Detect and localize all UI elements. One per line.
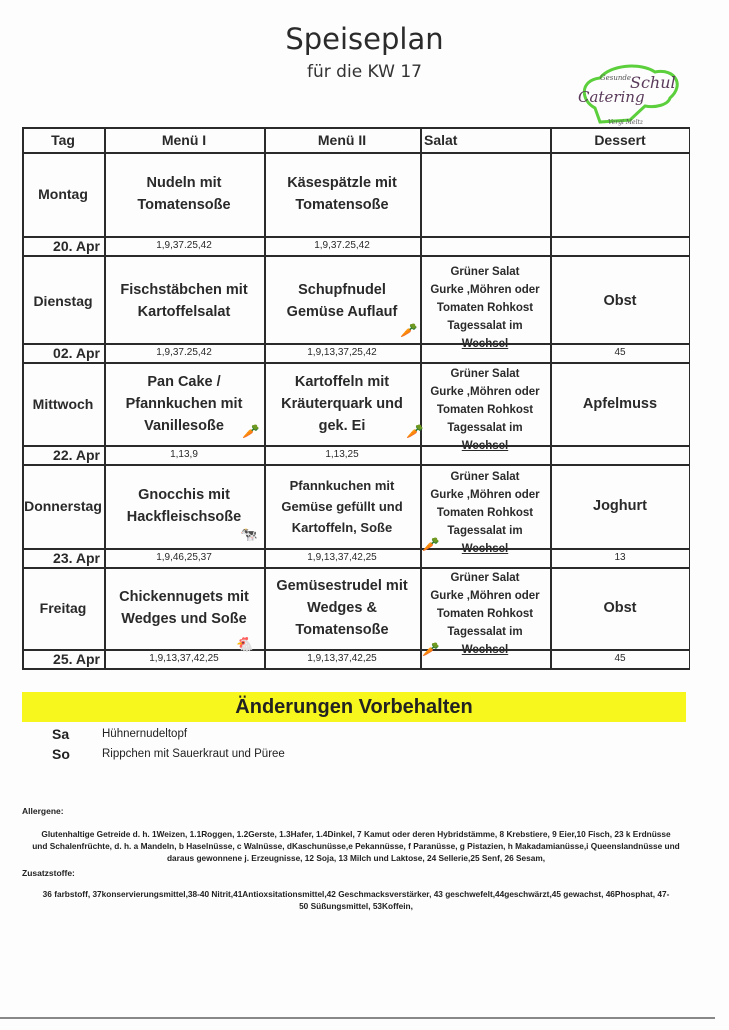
day-date: 22. Apr: [53, 446, 100, 463]
radish-icon: 🥕: [400, 322, 418, 338]
row-divider: [22, 668, 690, 670]
day-date: 20. Apr: [53, 237, 100, 254]
dessert-allergen-codes: 45: [614, 347, 626, 358]
column-divider: [420, 127, 422, 668]
column-divider: [22, 127, 24, 668]
salad-line: Grüner Salat: [450, 471, 520, 483]
menu1-dish: Gnocchis mit Hackfleischsoße: [126, 487, 242, 525]
menu1-dish: Nudeln mit Tomatensoße: [137, 175, 231, 213]
column-header: Menü II: [317, 131, 367, 148]
dessert: Obst: [603, 600, 637, 616]
menu1-allergen-codes: 1,9,13,37,42,25: [149, 653, 219, 664]
day-date: 02. Apr: [53, 344, 100, 361]
column-header: Menü I: [161, 131, 207, 148]
allergen-heading: Allergene:: [22, 806, 64, 816]
menu2-allergen-codes: 1,9,37.25,42: [314, 240, 370, 251]
salad-line: Grüner Salat: [450, 266, 520, 278]
column-divider: [264, 127, 266, 668]
day-name: Donnerstag: [24, 498, 102, 514]
day-date: 23. Apr: [53, 549, 100, 566]
logo-bottom-text: Vergi Meltz: [608, 119, 644, 126]
dessert-allergen-codes: 45: [614, 653, 626, 664]
weekend-row-saturday: [52, 726, 187, 742]
row-divider: [22, 255, 690, 257]
menu1-dish: Fischstäbchen mit Kartoffelsalat: [120, 281, 248, 320]
dessert: [550, 152, 690, 236]
page-bottom-rule: [0, 1017, 715, 1019]
menu1-dish: Chickennugets mit Wedges und Soße: [119, 589, 249, 627]
salad-line: Tagessalat im: [447, 626, 523, 638]
column-divider: [689, 127, 691, 668]
weekend-row-sunday: [52, 746, 285, 762]
dessert-allergen-codes: [550, 236, 690, 255]
weekend-day: Sa: [52, 726, 70, 742]
radish-icon: 🥕: [422, 641, 440, 657]
allergen-line: Glutenhaltige Getreide d. h. 1Weizen, 1.1Roggen, 1.2Gerste, 1.3Hafer, 1.4Dinkel, 7 Kamut oder deren Hybridstämme, 8 Krebstiere, 9 Eier,10 Fisch, 23 k Erdnüsse: [41, 829, 671, 839]
salad-line: Gurke ,Möhren oder: [430, 284, 540, 296]
weekend-dish: Hühnernudeltopf: [102, 728, 188, 740]
weekend-dish: Rippchen mit Sauerkraut und Püree: [102, 748, 285, 760]
menu1-allergen-codes: 1,13,9: [170, 449, 198, 460]
menu1-allergen-codes: 1,9,46,25,37: [156, 552, 212, 563]
salad-options: [420, 464, 550, 558]
changes-reserved-banner: Änderungen Vorbehalten: [22, 692, 686, 722]
radish-icon: 🥕: [422, 536, 440, 552]
allergen-line: daraus gewonnene j. Erzeugnisse, 12 Soja, 13 Milch und Laktose, 24 Sellerie,25 Senf, 26 Sesam,: [166, 853, 546, 863]
salad-line: Grüner Salat: [450, 572, 520, 584]
salad-line: Gurke ,Möhren oder: [430, 386, 540, 398]
salad-line: Gurke ,Möhren oder: [430, 489, 540, 501]
salad-note: Wechsel: [461, 543, 509, 555]
day-name: Montag: [38, 186, 88, 202]
logo-left-text: Catering: [578, 88, 645, 106]
radish-icon: 🥕: [242, 423, 260, 439]
catering-logo: [570, 60, 685, 132]
salad-options: [420, 362, 550, 455]
day-name: Mittwoch: [32, 395, 94, 412]
weekend-day: So: [52, 746, 70, 762]
dessert-allergen-codes: [550, 445, 690, 464]
chicken-icon: 🐔: [236, 636, 254, 652]
allergen-list: [22, 828, 690, 864]
menu1-allergen-codes: 1,9,37.25,42: [156, 240, 212, 251]
salad-line: Tomaten Rohkost: [436, 608, 534, 620]
menu2-dish: Pfannkuchen mit Gemüse gefüllt und Kartoffeln, Soße: [281, 477, 403, 535]
additives-line: 50 Süßungsmittel, 53Koffein,: [299, 901, 413, 911]
salad-line: Tomaten Rohkost: [436, 507, 534, 519]
menu1-dish: Pan Cake / Pfannkuchen mit Vanillesoße: [125, 373, 243, 434]
column-header: Salat: [424, 131, 458, 148]
column-divider: [550, 127, 552, 668]
dessert-allergen-codes: 13: [614, 552, 626, 563]
salad-note: Wechsel: [461, 338, 509, 350]
salad-note: Wechsel: [461, 440, 509, 452]
salad-options: [420, 567, 550, 659]
menu2-dish: Gemüsestrudel mit Wedges & Tomatensoße: [276, 578, 408, 638]
menu2-dish: Käsespätzle mit Tomatensoße: [287, 175, 397, 213]
salad-line: Tagessalat im: [447, 422, 523, 434]
allergen-line: und Schalenfrüchte, d. h. a Mandeln, b Haselnüsse, c Walnüsse, dKaschunüsse,e Pekannüsse, f Paranüsse, g Pistazien, h Makadamianüsse,i Queenslandnüsse und: [32, 841, 680, 851]
additives-heading: Zusatzstoffe:: [22, 868, 75, 878]
menu2-allergen-codes: 1,9,13,37,42,25: [307, 653, 377, 664]
page-title: Speiseplan: [285, 22, 444, 56]
logo-right-text: Schul: [630, 73, 676, 92]
salad-line: Tagessalat im: [447, 320, 523, 332]
dessert: Obst: [603, 292, 637, 309]
salad-options: [420, 258, 550, 353]
menu2-dish: Kartoffeln mit Kräuterquark und gek. Ei: [281, 373, 403, 434]
column-header: Tag: [51, 131, 75, 148]
day-name: Dienstag: [33, 292, 93, 309]
salad-line: Tagessalat im: [447, 525, 523, 537]
column-header: Dessert: [594, 131, 646, 148]
day-date: 25. Apr: [53, 650, 100, 667]
week-subtitle: für die KW 17: [307, 62, 422, 82]
salad-line: Grüner Salat: [450, 368, 520, 380]
additives-line: 36 farbstoff, 37konservierungsmittel,38-40 Nitrit,41Antioxsitationsmittel,42 Geschmacksverstärker, 43 geschwefelt,44geschwärzt,45 gewachst, 46Phosphat, 47-: [42, 889, 670, 899]
dessert: Apfelmuss: [582, 395, 658, 412]
salad-line: Tomaten Rohkost: [436, 302, 534, 314]
salad-options: [420, 152, 550, 246]
menu2-allergen-codes: 1,9,13,37,25,42: [307, 347, 377, 358]
radish-icon: 🥕: [406, 423, 424, 439]
logo-top-text: Gesunde: [600, 74, 631, 82]
salad-note: Wechsel: [461, 644, 509, 656]
day-name: Freitag: [39, 600, 87, 616]
cow-icon: 🐄: [240, 526, 258, 542]
additives-list: [22, 888, 690, 912]
column-divider: [104, 127, 106, 668]
menu1-allergen-codes: 1,9,37.25,42: [156, 347, 212, 358]
menu2-dish: Schupfnudel Gemüse Auflauf: [286, 281, 398, 320]
salad-line: Gurke ,Möhren oder: [430, 590, 540, 602]
dessert: Joghurt: [593, 498, 647, 514]
menu2-allergen-codes: 1,13,25: [325, 449, 359, 460]
menu2-allergen-codes: 1,9,13,37,42,25: [307, 552, 377, 563]
salad-line: Tomaten Rohkost: [436, 404, 534, 416]
